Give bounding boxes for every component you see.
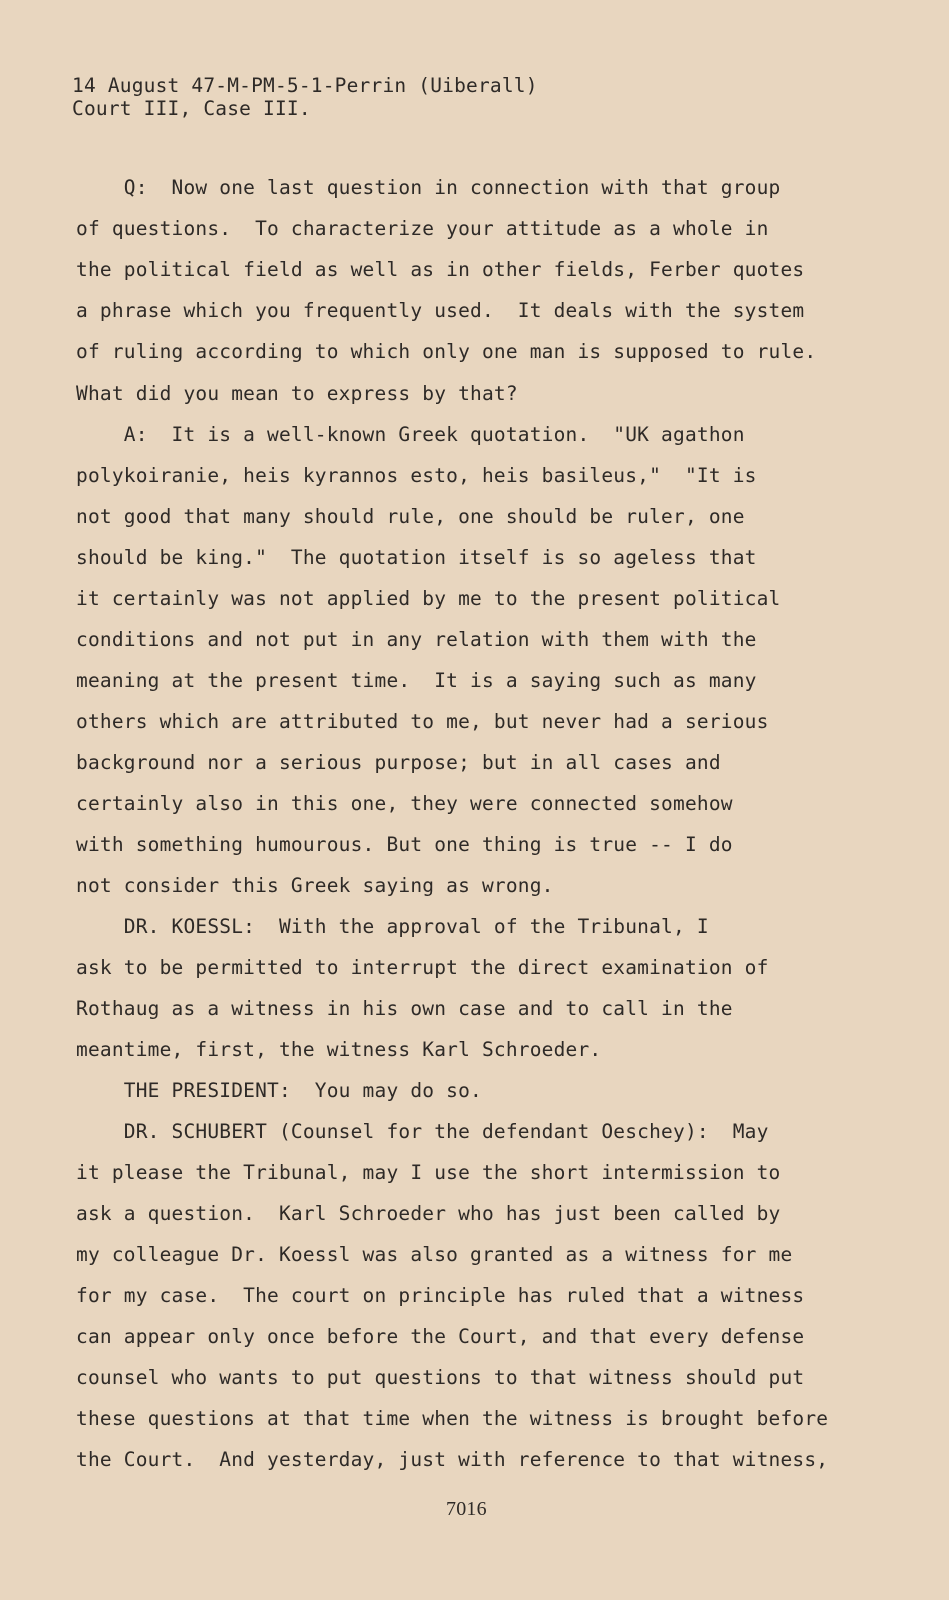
text-line: it certainly was not applied by me to the present political bbox=[76, 587, 781, 610]
text-line: A: It is a well-known Greek quotation. "UK agathon bbox=[76, 423, 745, 446]
text-line: these questions at that time when the witness is brought before bbox=[76, 1407, 829, 1430]
text-line: polykoiranie, heis kyrannos esto, heis basileus," "It is bbox=[76, 464, 757, 487]
text-line: Q: Now one last question in connection with that group bbox=[76, 176, 781, 199]
text-line: should be king." The quotation itself is so ageless that bbox=[76, 546, 757, 569]
header-court-line: Court III, Case III. bbox=[72, 97, 311, 120]
text-line: certainly also in this one, they were connected somehow bbox=[76, 792, 733, 815]
text-line: of ruling according to which only one man is supposed to rule. bbox=[76, 340, 817, 363]
text-line: counsel who wants to put questions to that witness should put bbox=[76, 1366, 805, 1389]
text-line: of questions. To characterize your attitude as a whole in bbox=[76, 217, 769, 240]
header-date-line: 14 August 47-M-PM-5-1-Perrin (Uiberall) bbox=[72, 74, 538, 97]
text-line: my colleague Dr. Koessl was also granted as a witness for me bbox=[76, 1243, 793, 1266]
text-line: the political field as well as in other fields, Ferber quotes bbox=[76, 258, 805, 281]
text-line: background nor a serious purpose; but in all cases and bbox=[76, 751, 721, 774]
text-line: can appear only once before the Court, and that every defense bbox=[76, 1325, 805, 1348]
text-line: a phrase which you frequently used. It deals with the system bbox=[76, 299, 805, 322]
text-line: meantime, first, the witness Karl Schroeder. bbox=[76, 1038, 602, 1061]
text-line: it please the Tribunal, may I use the short intermission to bbox=[76, 1161, 781, 1184]
page-header bbox=[72, 74, 538, 120]
text-line: for my case. The court on principle has ruled that a witness bbox=[76, 1284, 805, 1307]
text-line: not good that many should rule, one should be ruler, one bbox=[76, 505, 745, 528]
text-line: with something humourous. But one thing is true -- I do bbox=[76, 833, 733, 856]
text-line: not consider this Greek saying as wrong. bbox=[76, 874, 554, 897]
text-line: ask a question. Karl Schroeder who has just been called by bbox=[76, 1202, 781, 1225]
text-line: What did you mean to express by that? bbox=[76, 382, 518, 405]
text-line: DR. KOESSL: With the approval of the Tribunal, I bbox=[76, 915, 709, 938]
page-number: 7016 bbox=[446, 1498, 487, 1520]
text-line: conditions and not put in any relation with them with the bbox=[76, 628, 757, 651]
text-line: ask to be permitted to interrupt the direct examination of bbox=[76, 956, 769, 979]
text-line: DR. SCHUBERT (Counsel for the defendant Oeschey): May bbox=[76, 1120, 769, 1143]
text-line: the Court. And yesterday, just with reference to that witness, bbox=[76, 1448, 829, 1471]
text-line: others which are attributed to me, but never had a serious bbox=[76, 710, 769, 733]
text-line: THE PRESIDENT: You may do so. bbox=[76, 1079, 482, 1102]
text-line: meaning at the present time. It is a saying such as many bbox=[76, 669, 757, 692]
text-line: Rothaug as a witness in his own case and to call in the bbox=[76, 997, 733, 1020]
